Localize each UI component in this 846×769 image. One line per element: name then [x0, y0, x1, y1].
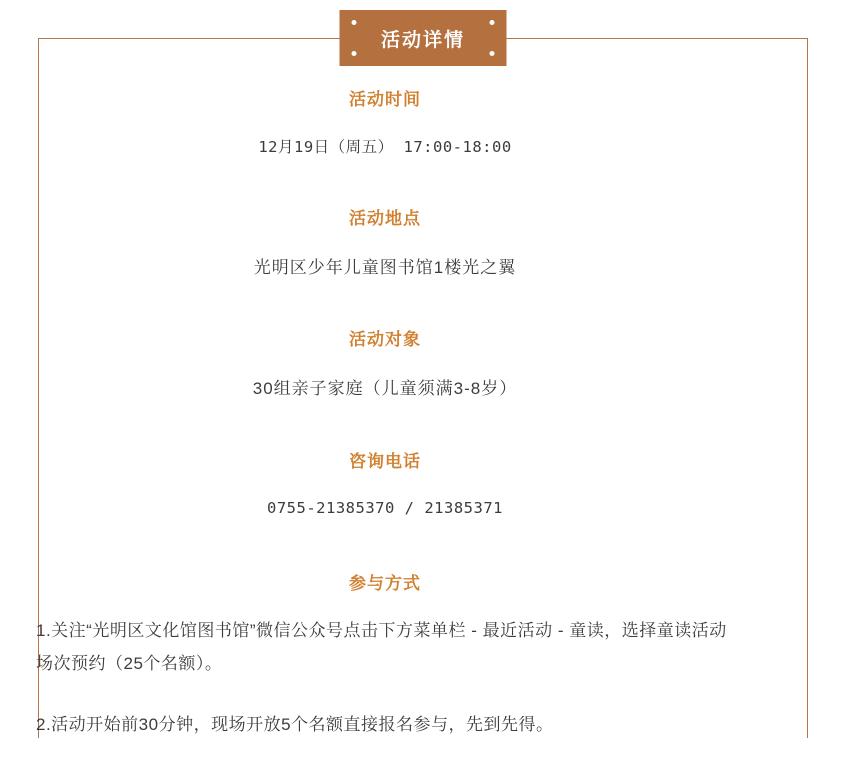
- section-activity-place: [0, 207, 770, 280]
- spacer: [0, 352, 770, 376]
- ribbon-dot-top-right-icon: [490, 20, 495, 25]
- join-instruction-item: 2.活动开始前30分钟，现场开放5个名额直接报名参与，先到先得。: [36, 714, 554, 734]
- spacer: [0, 402, 770, 450]
- join-instruction-item: 1.关注“光明区文化馆图书馆”微信公众号点击下方菜单栏 - 最近活动 - 童读，选择童读活动场次预约（25个名额）。: [36, 620, 727, 673]
- section-heading: 参与方式: [349, 573, 421, 593]
- section-value: 0755-21385370 / 21385371: [267, 499, 503, 518]
- ribbon-dot-top-left-icon: [352, 20, 357, 25]
- spacer: [0, 112, 770, 136]
- spacer: [0, 521, 770, 569]
- section-activity-audience: [0, 328, 770, 401]
- spacer: [0, 473, 770, 497]
- section-how-to-join: [0, 569, 770, 741]
- join-instructions: [0, 614, 770, 741]
- section-heading: 活动时间: [349, 90, 421, 109]
- spacer: [0, 280, 770, 328]
- section-heading: 咨询电话: [349, 451, 421, 471]
- ribbon-title-text: 活动详情: [380, 29, 465, 51]
- section-value: 光明区少年儿童图书馆1楼光之翼: [253, 257, 517, 277]
- ribbon-dot-bottom-left-icon: [352, 51, 357, 56]
- spacer: [0, 231, 770, 255]
- section-value: 12月19日（周五） 17:00-18:00: [258, 137, 512, 156]
- ribbon-dot-bottom-right-icon: [490, 51, 495, 56]
- section-contact-phone: [0, 450, 770, 521]
- section-title-ribbon: [340, 10, 507, 66]
- spacer: [0, 159, 770, 207]
- section-value: 30组亲子家庭（儿童须满3-8岁）: [252, 379, 518, 399]
- section-heading: 活动地点: [349, 209, 421, 229]
- section-heading: 活动对象: [349, 330, 421, 350]
- section-activity-time: [0, 88, 770, 159]
